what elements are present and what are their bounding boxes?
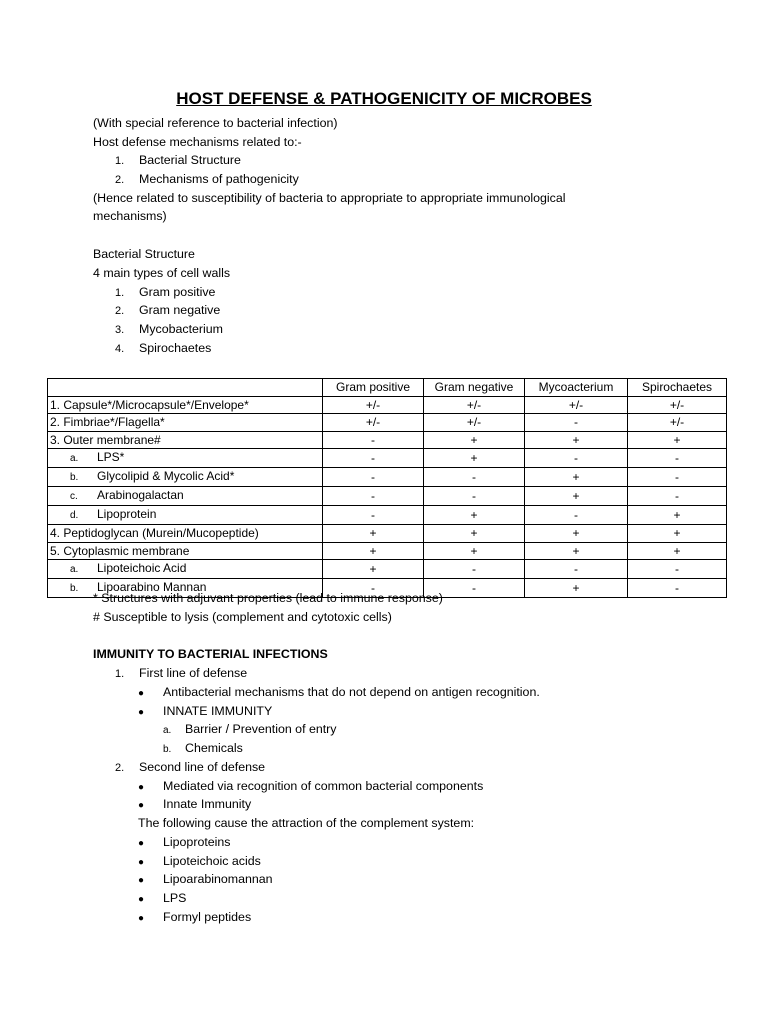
table-cell: - — [323, 506, 424, 525]
list-text: Gram positive — [139, 285, 216, 299]
structure-list-item — [115, 301, 220, 320]
table-cell: + — [424, 506, 525, 525]
table-cell: + — [525, 431, 628, 449]
table-row — [48, 396, 727, 414]
bullet-item — [138, 777, 483, 797]
table-cell: - — [424, 560, 525, 579]
list-number: 2. — [115, 762, 125, 774]
list-number: 2. — [115, 174, 125, 186]
row-label: Arabinogalactan — [97, 488, 184, 502]
bullet-item — [138, 852, 261, 872]
table-header-cell — [48, 379, 323, 397]
list-text: Second line of defense — [139, 760, 266, 774]
bullet-icon: ● — [138, 707, 145, 718]
row-label: 1. Capsule*/Microcapsule*/Envelope* — [50, 397, 249, 412]
table-cell: - — [525, 560, 628, 579]
list-text: First line of defense — [139, 666, 248, 680]
table-cell: - — [628, 468, 727, 487]
row-label-cell — [48, 468, 323, 487]
bullet-text: LPS — [163, 891, 187, 905]
row-sub-letter: a. — [70, 564, 79, 575]
table-cell: + — [628, 525, 727, 543]
defense-line-item — [115, 664, 247, 683]
sub-list-item — [163, 739, 243, 759]
list-text: Gram negative — [139, 303, 221, 317]
bullet-item — [138, 702, 272, 722]
row-sub-letter: d. — [70, 510, 79, 521]
footnote-adjuvant: * Structures with adjuvant properties (lead to immune response) — [93, 591, 443, 605]
bullet-text: Lipoarabinomannan — [163, 872, 273, 886]
bullet-text: Innate Immunity — [163, 797, 252, 811]
structure-list-item — [115, 283, 215, 302]
table-cell: +/- — [424, 396, 525, 414]
row-label-cell — [48, 431, 323, 449]
row-label-cell — [48, 560, 323, 579]
row-label-cell — [48, 396, 323, 414]
table-cell: + — [628, 542, 727, 560]
table-row — [48, 506, 727, 525]
row-label-cell — [48, 487, 323, 506]
row-label: 4. Peptidoglycan (Murein/Mucopeptide) — [50, 526, 259, 541]
list-number: 2. — [115, 305, 125, 317]
list-text: Spirochaetes — [139, 341, 212, 355]
table-cell: - — [628, 487, 727, 506]
table-cell: + — [525, 468, 628, 487]
row-label: 2. Fimbriae*/Flagella* — [50, 415, 165, 430]
list-text: Bacterial Structure — [139, 153, 241, 167]
intro-note-2: mechanisms) — [93, 209, 167, 223]
structure-heading: Bacterial Structure — [93, 247, 195, 261]
row-label-cell — [48, 414, 323, 432]
table-cell: +/- — [323, 414, 424, 432]
table-body — [48, 396, 727, 598]
table-cell: - — [323, 449, 424, 468]
row-sub-letter: b. — [70, 472, 79, 483]
row-label: Lipoteichoic Acid — [97, 561, 187, 575]
table-row — [48, 560, 727, 579]
table-row — [48, 525, 727, 543]
table-row — [48, 414, 727, 432]
table-header-row — [48, 379, 727, 397]
table-row — [48, 542, 727, 560]
bullet-item — [138, 889, 186, 909]
sub-list-item — [163, 720, 337, 740]
table-cell: + — [525, 525, 628, 543]
bullet-text: Lipoproteins — [163, 835, 231, 849]
row-sub-letter: a. — [70, 453, 79, 464]
intro-list-item — [115, 151, 241, 170]
table-cell: +/- — [424, 414, 525, 432]
bullet-icon: ● — [138, 894, 145, 905]
bullet-item — [138, 908, 251, 928]
row-label: Glycolipid & Mycolic Acid* — [97, 469, 235, 483]
table-cell: + — [424, 542, 525, 560]
table-cell: - — [323, 468, 424, 487]
table-cell: + — [323, 560, 424, 579]
intro-line-1: (With special reference to bacterial infection) — [93, 116, 338, 130]
footnote-lysis: # Susceptible to lysis (complement and cytotoxic cells) — [93, 610, 392, 624]
table-row — [48, 487, 727, 506]
list-text: Mechanisms of pathogenicity — [139, 172, 299, 186]
cell-wall-table — [47, 378, 727, 598]
structure-subheading: 4 main types of cell walls — [93, 266, 231, 280]
bullet-text: Lipoteichoic acids — [163, 854, 261, 868]
bullet-item — [138, 833, 231, 853]
row-label-cell — [48, 525, 323, 543]
table-cell: +/- — [323, 396, 424, 414]
structure-list-item — [115, 320, 223, 339]
table-row — [48, 431, 727, 449]
row-label: 3. Outer membrane# — [50, 432, 161, 447]
table-row — [48, 449, 727, 468]
table-cell: - — [323, 487, 424, 506]
row-label-cell — [48, 542, 323, 560]
bullet-text: Antibacterial mechanisms that do not depend on antigen recognition. — [163, 685, 540, 699]
table-cell: + — [525, 579, 628, 598]
row-label-cell — [48, 449, 323, 468]
table-cell: + — [424, 525, 525, 543]
row-sub-letter: c. — [70, 491, 78, 502]
table-header-cell: Spirochaetes — [628, 379, 727, 397]
list-number: 1. — [115, 155, 125, 167]
table-cell: - — [424, 487, 525, 506]
bullet-icon: ● — [138, 913, 145, 924]
row-label-cell — [48, 506, 323, 525]
table-cell: - — [424, 579, 525, 598]
table-cell: - — [525, 449, 628, 468]
table-cell: - — [628, 560, 727, 579]
table-header-cell: Mycoacterium — [525, 379, 628, 397]
list-text: Chemicals — [185, 741, 243, 755]
bullet-icon: ● — [138, 838, 145, 849]
table-cell: + — [424, 431, 525, 449]
list-number: 1. — [115, 668, 125, 680]
list-number: 4. — [115, 343, 125, 355]
list-number: 1. — [115, 287, 125, 299]
table-cell: - — [628, 449, 727, 468]
intro-note-1: (Hence related to susceptibility of bacteria to appropriate to appropriate immunological — [93, 191, 566, 205]
table-cell: - — [525, 414, 628, 432]
bullet-item — [138, 870, 273, 890]
row-label: Lipoprotein — [97, 507, 157, 521]
row-label: Lipoarabino Mannan — [97, 580, 207, 594]
table-cell: + — [323, 542, 424, 560]
bullet-icon: ● — [138, 782, 145, 793]
table-header-cell: Gram positive — [323, 379, 424, 397]
bullet-text: INNATE IMMUNITY — [163, 704, 273, 718]
bullet-item — [138, 795, 251, 815]
bullet-icon: ● — [138, 688, 145, 699]
table-cell: - — [424, 468, 525, 487]
table-cell: +/- — [628, 396, 727, 414]
table-cell: + — [525, 487, 628, 506]
bullet-icon: ● — [138, 875, 145, 886]
list-text: Mycobacterium — [139, 322, 224, 336]
list-letter: a. — [163, 725, 172, 736]
list-letter: b. — [163, 744, 172, 755]
bullet-text: Formyl peptides — [163, 910, 252, 924]
row-label: 5. Cytoplasmic membrane — [50, 543, 190, 558]
table-cell: - — [323, 579, 424, 598]
bullet-icon: ● — [138, 800, 145, 811]
intro-line-2: Host defense mechanisms related to:- — [93, 135, 302, 149]
table-cell: +/- — [525, 396, 628, 414]
table-cell: - — [628, 579, 727, 598]
row-sub-letter: b. — [70, 583, 79, 594]
table-cell: + — [323, 525, 424, 543]
table-cell: - — [323, 431, 424, 449]
table-cell: +/- — [628, 414, 727, 432]
table-row — [48, 468, 727, 487]
list-text: Barrier / Prevention of entry — [185, 722, 337, 736]
bullet-item — [138, 683, 540, 703]
defense-line-item — [115, 758, 265, 777]
immunity-heading: IMMUNITY TO BACTERIAL INFECTIONS — [93, 647, 328, 661]
structure-list-item — [115, 339, 211, 358]
table-cell: + — [628, 506, 727, 525]
table-cell: + — [424, 449, 525, 468]
complement-intro: The following cause the attraction of the complement system: — [138, 816, 475, 830]
intro-list-item — [115, 170, 299, 189]
table-cell: + — [628, 431, 727, 449]
row-label: LPS* — [97, 450, 125, 464]
table-header-cell: Gram negative — [424, 379, 525, 397]
page-title: HOST DEFENSE & PATHOGENICITY OF MICROBES — [176, 89, 592, 108]
bullet-icon: ● — [138, 857, 145, 868]
list-number: 3. — [115, 324, 125, 336]
table-cell: - — [525, 506, 628, 525]
table-cell: + — [525, 542, 628, 560]
bullet-text: Mediated via recognition of common bacterial components — [163, 779, 484, 793]
